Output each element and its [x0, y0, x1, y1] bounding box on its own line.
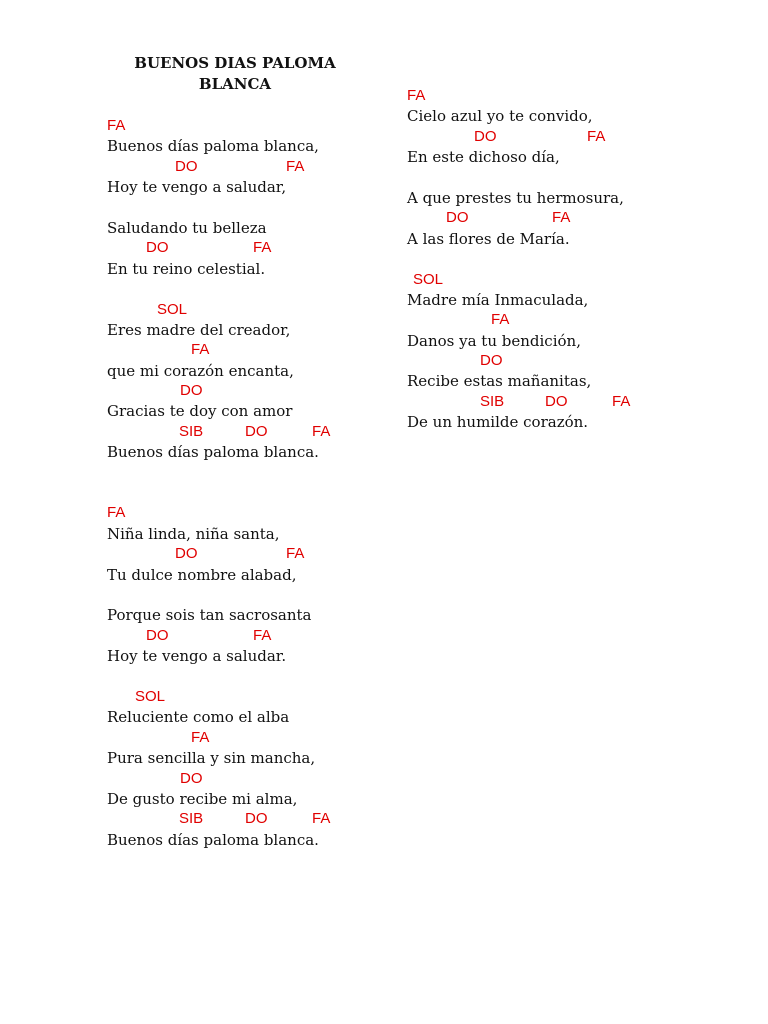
chord-line: [407, 270, 624, 290]
chord-line: [107, 544, 319, 564]
chord: SOL: [135, 687, 166, 705]
chord: FA: [191, 728, 210, 746]
right-column: [407, 86, 631, 433]
chord-line: [407, 351, 624, 371]
chord-line: [107, 300, 319, 320]
chord: FA: [107, 117, 126, 134]
chord: DO: [545, 392, 568, 410]
chord: FA: [612, 392, 631, 410]
lyric-line: Pura sencilla y sin mancha,: [107, 749, 316, 768]
chord: FA: [407, 87, 426, 104]
lyric-line: Porque sois tan sacrosanta: [107, 606, 312, 625]
chord: DO: [175, 157, 198, 175]
lyric-line: Hoy te vengo a saludar.: [107, 647, 287, 666]
left-column: [107, 116, 331, 850]
chord: FA: [107, 504, 126, 522]
chord: FA: [491, 311, 510, 329]
chord: SIB: [179, 810, 204, 828]
chord-line: [107, 687, 319, 707]
lyric-line: Buenos días paloma blanca,: [107, 137, 319, 156]
chord-line: [107, 238, 319, 258]
lyric-line: Hoy te vengo a saludar,: [107, 178, 287, 197]
chord: SOL: [413, 270, 444, 288]
chord: FA: [286, 157, 305, 175]
chord: DO: [146, 239, 169, 257]
chord-line: [407, 392, 631, 412]
lyric-line: Saludando tu belleza: [107, 218, 267, 237]
chord: SIB: [480, 392, 505, 410]
lyric-line: A las flores de María.: [407, 229, 570, 248]
chord-line: [107, 381, 319, 401]
lyric-line: Cielo azul yo te convido,: [407, 107, 593, 126]
song-title: [110, 53, 360, 95]
lyric-line: Buenos días paloma blanca.: [107, 830, 319, 849]
chord: DO: [180, 382, 203, 400]
lyric-line: De un humilde corazón.: [407, 413, 589, 432]
chord-line: [107, 503, 319, 523]
chord: DO: [146, 626, 169, 644]
chord-line: [107, 769, 319, 789]
chord-line: [107, 116, 319, 136]
chord: FA: [552, 209, 571, 227]
chord: FA: [312, 810, 331, 828]
chord-line: [407, 310, 624, 330]
chord: FA: [191, 341, 210, 359]
lyric-line: En este dichoso día,: [407, 148, 560, 167]
chord: DO: [474, 127, 497, 145]
lyric-line: De gusto recibe mi alma,: [107, 789, 298, 808]
lyric-line: que mi corazón encanta,: [107, 361, 294, 380]
lyric-line: Buenos días paloma blanca.: [107, 443, 319, 462]
chord: FA: [253, 626, 272, 644]
song-title-line-2: BLANCA: [198, 75, 272, 93]
chord-line: [107, 157, 319, 177]
chord-line: [407, 127, 624, 147]
chord: FA: [253, 239, 272, 257]
lyric-line: Eres madre del creador,: [107, 320, 291, 339]
lyric-line: Madre mía Inmaculada,: [407, 290, 589, 309]
chord-line: [107, 728, 319, 748]
lyric-line: Tu dulce nombre alabad,: [107, 565, 297, 584]
chord: DO: [175, 545, 198, 563]
chord: FA: [587, 127, 606, 145]
chord-line: [107, 809, 331, 829]
chord: FA: [312, 422, 331, 440]
chord-line: [107, 340, 319, 360]
chord: DO: [180, 769, 203, 787]
chord: DO: [480, 352, 503, 370]
lyric-line: A que prestes tu hermosura,: [407, 188, 624, 207]
chord-line: [107, 422, 331, 442]
lyric-line: En tu reino celestial.: [107, 259, 266, 278]
chord-line: [107, 626, 319, 646]
chord-line: [407, 208, 624, 228]
chord-line: [407, 86, 624, 106]
lyric-line: Danos ya tu bendición,: [407, 331, 581, 350]
chord: DO: [446, 209, 469, 227]
lyric-line: Recibe estas mañanitas,: [407, 372, 592, 391]
chord: DO: [245, 810, 268, 828]
chord: DO: [245, 422, 268, 440]
lyric-line: Niña linda, niña santa,: [107, 524, 280, 543]
chord: SOL: [157, 300, 188, 318]
chord: FA: [286, 545, 305, 563]
lyric-line: Gracias te doy con amor: [107, 402, 293, 421]
song-title-line-1: BUENOS DIAS PALOMA: [134, 54, 336, 72]
lyric-line: Reluciente como el alba: [107, 708, 290, 727]
chord: SIB: [179, 422, 204, 440]
